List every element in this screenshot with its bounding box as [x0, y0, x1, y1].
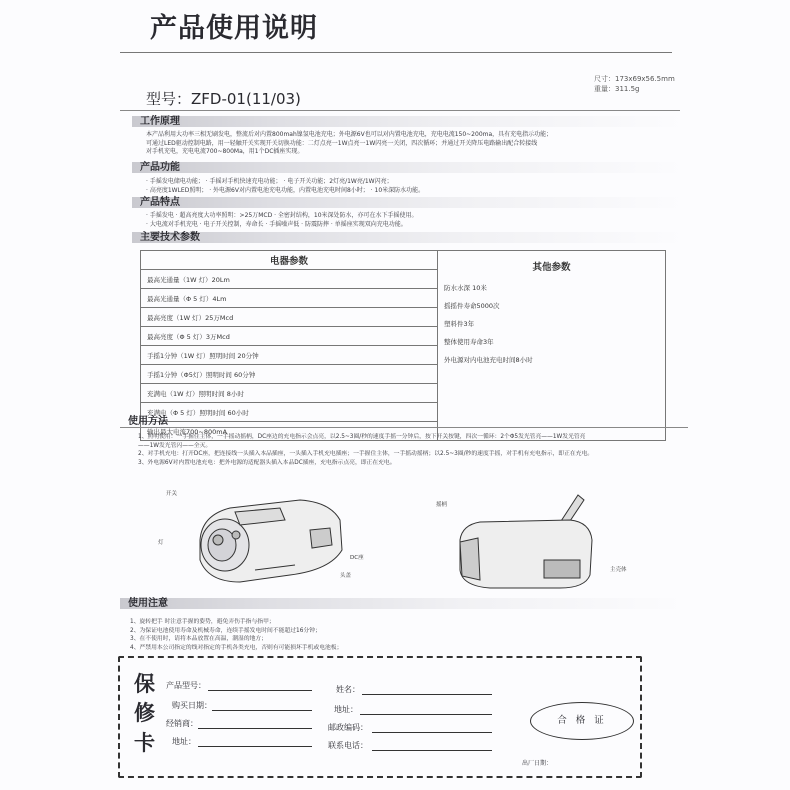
warranty-title-char: 卡	[134, 730, 155, 755]
customer-name-label: 姓名：	[336, 685, 360, 694]
product-model-line	[208, 690, 312, 691]
principle-line: 对手机充电，充电电流700~800Ma，用1个DC插座实现。	[146, 148, 304, 155]
electric-param-cell: 最高光通量（1W 灯）20Lm	[141, 270, 438, 289]
usage-line: 1、照明使用：一手握住主体，一手摇动摇柄，DC座边的充电指示会点亮，以2.5~3圈/秒的速度手摇一分钟后，按下开关按键，四次一循环：2个Φ5发光管亮——1W发光管亮	[138, 434, 586, 440]
purchase-date-line	[212, 710, 312, 711]
functions-line: · 高亮度1WLED照明； · 外电源6V对内置电池充电功能，内置电池充电时间8小时； · 10米深防水功能。	[146, 186, 425, 194]
figure-label-crank: 摇柄	[436, 502, 448, 508]
figure-label-dc-socket: DC座	[350, 555, 364, 561]
title-divider	[120, 52, 672, 53]
section-heading-tech: 主要技术参数	[132, 232, 688, 243]
functions-text	[146, 178, 424, 195]
purchase-date-label: 购买日期：	[172, 701, 212, 710]
principle-line: 本产品利用大功率三相无刷发电，整流后对内置800mah镍氢电池充电；外电源6V也可以对内置电池充电，充电电流150~200ma，具有充电指示功能；	[146, 131, 553, 138]
caution-line: 4、严禁用本公司指定的线对指定的手机各类充电，否则有可能损坏手机或电池板；	[130, 644, 343, 651]
model-label: 型号：	[146, 90, 192, 108]
other-param-item: 防水水深 10米	[444, 284, 487, 292]
other-params-column	[438, 251, 666, 441]
dealer-label: 经销商：	[166, 719, 198, 728]
figure-label-body: 主壳体	[610, 567, 627, 573]
crank-drawing-icon	[450, 480, 620, 590]
flashlight-drawing-icon	[180, 490, 360, 590]
tech-spec-table	[140, 250, 666, 441]
customer-address-label: 地址：	[334, 705, 358, 714]
caution-line: 2、为保证电池使用寿命及机械寿命，连续手摇发电时间不能超过16分钟；	[130, 627, 321, 634]
figure-label-switch: 开关	[166, 491, 178, 497]
figure-label-head: 头盖	[340, 573, 352, 579]
other-param-item: 塑料件3年	[444, 320, 475, 328]
certificate-stamp: 合 格 证	[530, 702, 634, 740]
features-text	[146, 212, 418, 229]
electric-params-header: 电器参数	[141, 251, 438, 270]
cautions-text	[130, 618, 342, 652]
electric-param-cell: 充满电（1W 灯）照明时间 8小时	[141, 384, 438, 403]
warranty-title-char: 修	[134, 700, 155, 725]
usage-line: ——1W发光管闪——全灭。	[138, 442, 212, 449]
section-heading-cautions: 使用注意	[120, 598, 688, 609]
product-model-label: 产品型号：	[166, 681, 206, 690]
section-heading-usage: 使用方法	[120, 416, 688, 428]
usage-text	[138, 433, 593, 467]
postcode-label: 邮政编码：	[328, 723, 368, 732]
size-spec: 尺寸：173x69x56.5mm	[594, 75, 675, 83]
section-heading-functions: 产品功能	[132, 162, 688, 173]
model-number	[146, 88, 301, 109]
features-line: · 大电流对手机充电 · 电子开关控制，寿命长 · 手摇噪声低 · 防震防摔 · 单摇座实现双向充电功能。	[146, 220, 407, 228]
model-divider	[120, 110, 680, 111]
electric-param-cell: 充满电（Φ 5 灯）照明时间 60小时	[141, 403, 438, 422]
section-heading-principle: 工作原理	[132, 116, 688, 127]
specs-block	[594, 74, 675, 94]
other-param-item: 整体使用寿命3年	[444, 338, 494, 346]
warranty-title-char: 保	[134, 671, 155, 696]
electric-param-cell: 输出最大电流700~800mA	[141, 422, 438, 441]
electric-param-cell: 手摇1分钟（Φ5灯）照明时间 60分钟	[141, 365, 438, 384]
caution-line: 3、在不使用时，请将本品放置在高温，潮湿的地方；	[130, 636, 268, 642]
features-line: · 手摇发电 · 超高亮度大功率照明：>25万MCD · 全密封结构，10米深处防水，亦可在水下手摇使用。	[146, 212, 418, 219]
dealer-address-label: 地址：	[172, 737, 196, 746]
usage-line: 2、对手机充电：打开DC座，把连接线一头插入本品插座，一头插入手机充电插座；一手握住主体，一手摇动摇柄；以2.5~3圈/秒的速度手摇，对手机有充电指示，即正在充电。	[138, 451, 594, 457]
other-params-header: 其他参数	[532, 262, 571, 273]
electric-param-cell: 最高亮度（1W 灯）25万Mcd	[141, 308, 438, 327]
dealer-address-line	[198, 746, 312, 747]
other-param-item: 摇摇件寿命5000次	[444, 302, 500, 310]
electric-param-cell: 手摇1分钟（1W 灯）照明时间 20分钟	[141, 346, 438, 365]
weight-spec: 重量：311.5g	[594, 85, 640, 93]
phone-label: 联系电话：	[328, 741, 368, 750]
caution-line: 1、旋转把手 时注意手握的姿势，避免弄伤手指与指甲；	[130, 619, 275, 625]
figure-label-lamp: 灯	[158, 540, 164, 546]
principle-line: 可通过LED驱动控制电路，用一轻触开关实现开关切换功能：二灯点亮一1W点亮一1W闪亮一关闭，四次循环；并通过开关降压电路输出配合转接线	[146, 139, 538, 147]
electric-param-cell: 最高光通量（Φ 5 灯）4Lm	[141, 289, 438, 308]
phone-line	[372, 750, 492, 751]
principle-text	[146, 131, 552, 157]
customer-name-line	[362, 694, 492, 695]
model-value: ZFD-01(11/03)	[191, 90, 301, 108]
factory-date-label: 出厂日期：	[522, 760, 553, 767]
postcode-line	[372, 732, 492, 733]
dealer-line	[198, 728, 312, 729]
customer-address-line	[360, 714, 492, 715]
usage-line: 3、外电源6V对内置电池充电：把外电源的适配器头插入本品DC插座，充电指示点亮，即正在充电。	[138, 459, 396, 466]
functions-line: · 手摇发电储电功能； · 手摇对手机快速充电功能； · 电子开关功能；2灯亮/1W亮/1W闪亮；	[146, 178, 393, 185]
section-heading-features: 产品特点	[132, 197, 688, 208]
electric-param-cell: 最高亮度（Φ 5 灯）3万Mcd	[141, 327, 438, 346]
page-title: 产品使用说明	[150, 13, 318, 44]
other-param-item: 外电源对内电池充电时间8小时	[444, 356, 533, 364]
